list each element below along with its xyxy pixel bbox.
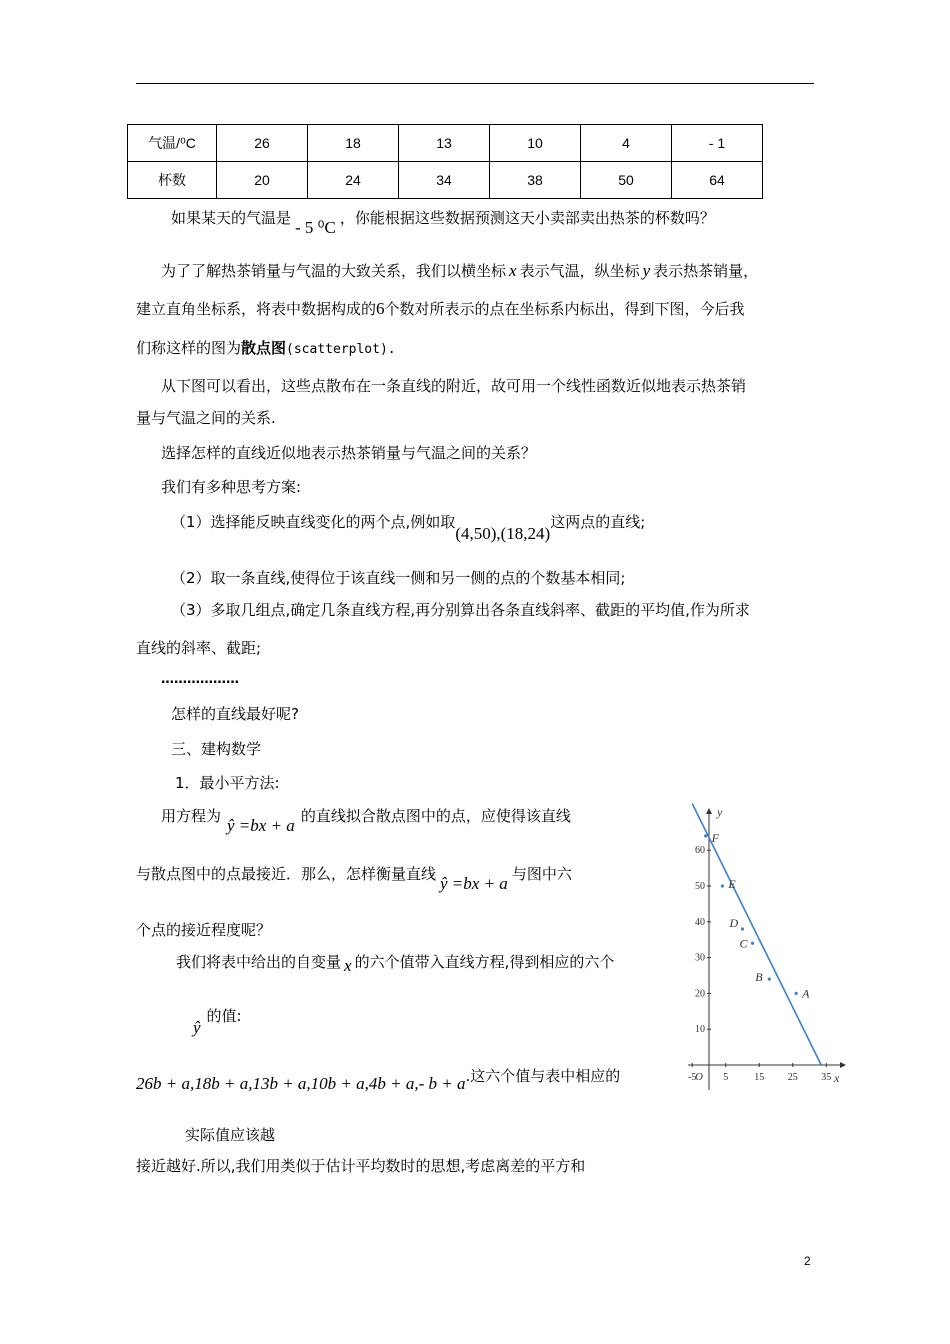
text: （1）选择能反映直线变化的两个点,例如取 bbox=[171, 513, 456, 531]
subsection-heading: 1．最小平方法: bbox=[175, 774, 280, 792]
data-point bbox=[741, 927, 744, 930]
section-heading: 三、建构数学 bbox=[171, 740, 262, 758]
y-axis-label: y bbox=[717, 805, 723, 819]
text: 个数对所表示的点在坐标系内标出，得到下图，今后我 bbox=[384, 300, 745, 318]
paragraph: 怎样的直线最好呢? bbox=[171, 705, 299, 723]
y-axis-arrow bbox=[706, 808, 712, 814]
math-y: y bbox=[642, 261, 651, 280]
text: (scatterplot). bbox=[286, 342, 396, 357]
table-cell: 38 bbox=[490, 162, 581, 199]
table-cell: 64 bbox=[672, 162, 763, 199]
text: 表示气温，纵坐标 bbox=[519, 262, 640, 280]
paragraph: 直线的斜率、截距; bbox=[136, 639, 262, 657]
option-3: （3）多取几组点,确定几条直线方程,再分别算出各条直线斜率、截距的平均值,作为所求 bbox=[171, 601, 750, 619]
paragraph bbox=[161, 806, 571, 835]
text: 如果某天的气温是 bbox=[171, 209, 292, 227]
table-cell: - 1 bbox=[672, 125, 763, 162]
text: 为了了解热茶销量与气温的大致关系，我们以横坐标 bbox=[161, 262, 507, 280]
scatter-chart bbox=[680, 800, 850, 1100]
text: .这六个值与表中相应的 bbox=[465, 1067, 621, 1085]
text: 的六个值带入直线方程,得到相应的六个 bbox=[354, 953, 615, 971]
data-point bbox=[751, 942, 754, 945]
y-tick-label: 40 bbox=[695, 916, 705, 928]
text: 这两点的直线; bbox=[550, 513, 646, 531]
table-cell: 24 bbox=[308, 162, 399, 199]
table-cell: 杯数 bbox=[128, 162, 217, 199]
math-x: x bbox=[344, 956, 352, 975]
paragraph bbox=[161, 261, 758, 281]
x-tick-label: 15 bbox=[754, 1072, 765, 1083]
x-tick-label: O bbox=[695, 1071, 703, 1083]
data-point bbox=[704, 834, 707, 837]
math-values: 26b + a,18b + a,13b + a,10b + a,4b + a,- b + a bbox=[136, 1074, 466, 1093]
paragraph: 接近越好.所以,我们用类似于估计平均数时的思想,考虑离差的平方和 bbox=[136, 1157, 586, 1175]
table-cell: 4 bbox=[581, 125, 672, 162]
y-tick-label: 50 bbox=[695, 881, 705, 892]
x-tick-label: 5 bbox=[723, 1072, 729, 1083]
header-rule bbox=[136, 83, 814, 84]
text: 用方程为 bbox=[161, 807, 222, 825]
point-label: D bbox=[729, 915, 739, 930]
data-point bbox=[768, 977, 771, 980]
option-1 bbox=[171, 512, 646, 543]
y-tick-label: 30 bbox=[695, 952, 705, 964]
math-equation: ŷ =bx + a bbox=[440, 874, 508, 893]
data-point bbox=[795, 992, 798, 995]
ellipsis: ……………… bbox=[161, 672, 239, 687]
table-cell: 20 bbox=[217, 162, 308, 199]
text: 与散点图中的点最接近．那么，怎样衡量直线 bbox=[136, 865, 437, 883]
math-yhat: ŷ bbox=[193, 1018, 201, 1037]
data-table bbox=[127, 124, 763, 199]
x-tick-label: 35 bbox=[821, 1072, 832, 1083]
data-point bbox=[721, 884, 724, 887]
question-line bbox=[171, 208, 715, 237]
x-tick-label: -5 bbox=[688, 1072, 697, 1083]
y-tick-label: 10 bbox=[695, 1024, 705, 1036]
y-tick-label: 60 bbox=[695, 845, 705, 857]
text: 们称这样的图为 bbox=[136, 339, 242, 357]
x-axis-arrow bbox=[840, 1062, 846, 1068]
point-label: A bbox=[802, 986, 810, 1001]
text: 我们将表中给出的自变量 bbox=[176, 953, 342, 971]
page-number: 2 bbox=[804, 1254, 811, 1268]
table-row bbox=[128, 162, 763, 199]
table-cell: 气温/⁰C bbox=[128, 125, 217, 162]
paragraph bbox=[136, 864, 572, 893]
point-label: C bbox=[739, 936, 748, 951]
paragraph bbox=[136, 338, 396, 360]
y-tick-label: 20 bbox=[695, 988, 705, 1000]
paragraph bbox=[193, 1006, 242, 1037]
x-axis-label: x bbox=[834, 1071, 840, 1085]
table-cell: 18 bbox=[308, 125, 399, 162]
paragraph: 个点的接近程度呢？ bbox=[136, 921, 272, 939]
text: 表示热茶销量， bbox=[653, 262, 759, 280]
paragraph: 选择怎样的直线近似地表示热茶销量与气温之间的关系？ bbox=[161, 444, 537, 462]
table-cell: 13 bbox=[399, 125, 490, 162]
text: 的直线拟合散点图中的点，应使得该直线 bbox=[300, 807, 571, 825]
paragraph: 我们有多种思考方案: bbox=[161, 478, 302, 496]
option-2: （2）取一条直线,使得位于该直线一侧和另一侧的点的个数基本相同; bbox=[171, 569, 626, 587]
table-cell: 50 bbox=[581, 162, 672, 199]
table-cell: 34 bbox=[399, 162, 490, 199]
paragraph: 从下图可以看出，这些点散布在一条直线的附近，故可用一个线性函数近似地表示热茶销 bbox=[161, 377, 747, 395]
math-temp: - 5 ⁰C bbox=[295, 218, 336, 237]
text: 与图中六 bbox=[511, 865, 572, 883]
table-cell: 26 bbox=[217, 125, 308, 162]
math-equation: ŷ =bx + a bbox=[227, 816, 295, 835]
math-points: (4,50),(18,24) bbox=[455, 524, 551, 543]
point-label: F bbox=[711, 830, 719, 845]
text: 的值: bbox=[206, 1007, 242, 1025]
paragraph: 量与气温之间的关系. bbox=[136, 409, 276, 427]
table-row bbox=[128, 125, 763, 162]
paragraph bbox=[176, 952, 615, 975]
text: ，你能根据这些数据预测这天小卖部卖出热茶的杯数吗？ bbox=[339, 209, 715, 227]
point-label: B bbox=[755, 970, 763, 985]
term-scatterplot: 散点图 bbox=[241, 339, 287, 357]
paragraph bbox=[136, 1066, 621, 1093]
math-6: 6 bbox=[376, 299, 385, 318]
text: 建立直角坐标系，将表中数据构成的 bbox=[136, 300, 377, 318]
x-tick-label: 25 bbox=[787, 1072, 798, 1083]
paragraph bbox=[136, 299, 745, 319]
paragraph: 实际值应该越 bbox=[185, 1126, 276, 1144]
table-cell: 10 bbox=[490, 125, 581, 162]
math-x: x bbox=[509, 261, 517, 280]
point-label: E bbox=[728, 877, 736, 891]
